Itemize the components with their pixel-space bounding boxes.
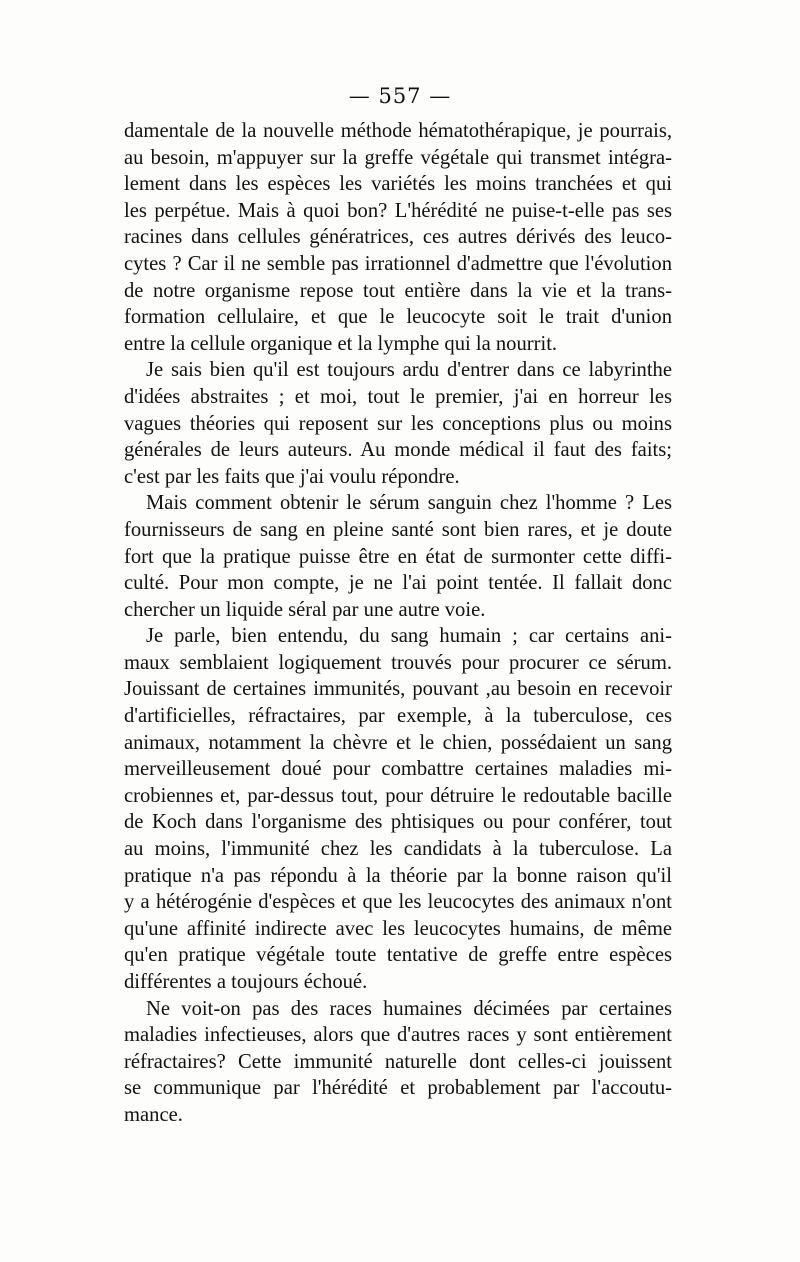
text-line: cytes ? Car il ne semble pas irrationnel d'admettre que l'évolution (124, 252, 672, 275)
text-line: au moins, l'immunité chez les candidats à la tuberculose. La (124, 838, 672, 861)
text-line: Je parle, bien entendu, du sang humain ; car certains ani- (146, 625, 672, 648)
text-line: vagues théories qui reposent sur les conceptions plus ou moins (124, 412, 672, 435)
text-line: qu'une affinité indirecte avec les leucocytes humains, de même (124, 917, 672, 940)
text-line: réfractaires? Cette immunité naturelle dont celles-ci jouissent (124, 1050, 672, 1073)
text-line: culté. Pour mon compte, je ne l'ai point tentée. Il fallait donc (124, 572, 672, 595)
text-line: fort que la pratique puisse être en état de surmonter cette diffi- (124, 545, 672, 568)
text-line: d'idées abstraites ; et moi, tout le premier, j'ai en horreur les (124, 385, 672, 408)
text-line: se communique par l'hérédité et probablement par l'accoutu- (124, 1077, 672, 1100)
text-line: Ne voit-on pas des races humaines décimées par certaines (146, 997, 672, 1020)
text-line: maladies infectieuses, alors que d'autres races y sont entièrement (124, 1024, 672, 1047)
text-line: d'artificielles, réfractaires, par exemple, à la tuberculose, ces (124, 705, 672, 728)
text-line: animaux, notamment la chèvre et le chien, possédaient un sang (124, 731, 672, 754)
text-line: mance. (124, 1103, 183, 1126)
body-text (124, 118, 672, 1129)
text-line: lement dans les espèces les variétés les moins tranchées et qui (124, 173, 672, 196)
text-line: maux semblaient logiquement trouvés pour procurer ce sérum. (124, 651, 672, 674)
text-line: merveilleusement doué pour combattre certaines maladies mi- (124, 758, 672, 781)
text-line: Mais comment obtenir le sérum sanguin chez l'homme ? Les (146, 492, 672, 515)
page-number: — 557 — (348, 84, 452, 108)
text-line: au besoin, m'appuyer sur la greffe végétale qui transmet intégra- (124, 146, 672, 169)
text-line: formation cellulaire, et que le leucocyte soit le trait d'union (124, 306, 672, 329)
text-line: damentale de la nouvelle méthode hématothérapique, je pourrais, (124, 120, 672, 142)
text-line: racines dans cellules génératrices, ces autres dérivés des leuco- (124, 226, 672, 249)
text-line: y a hétérogénie d'espèces et que les leucocytes des animaux n'ont (124, 891, 672, 914)
text-line: pratique n'a pas répondu à la théorie par la bonne raison qu'il (124, 864, 672, 887)
text-line: c'est par les faits que j'ai voulu répondre. (124, 465, 460, 488)
text-line: différentes a toujours échoué. (124, 971, 368, 993)
text-line: fournisseurs de sang en pleine santé sont bien rares, et je doute (124, 518, 672, 541)
text-line: de notre organisme repose tout entière dans la vie et la trans- (124, 279, 672, 302)
text-line: de Koch dans l'organisme des phtisiques ou pour conférer, tout (124, 811, 672, 834)
text-line: crobiennes et, par-dessus tout, pour détruire le redoutable bacille (124, 784, 672, 807)
text-line: les perpétue. Mais à quoi bon? L'hérédité ne puise-t-elle pas ses (124, 199, 672, 222)
text-line: chercher un liquide séral par une autre voie. (124, 598, 486, 621)
text-line: qu'en pratique végétale toute tentative de greffe entre espèces (124, 944, 672, 967)
text-line: générales de leurs auteurs. Au monde médical il faut des faits; (124, 439, 672, 462)
text-line: Jouissant de certaines immunités, pouvant ,au besoin en recevoir (124, 678, 672, 701)
text-line: Je sais bien qu'il est toujours ardu d'entrer dans ce labyrinthe (146, 359, 672, 382)
text-line: entre la cellule organique et la lymphe qui la nourrit. (124, 332, 558, 355)
